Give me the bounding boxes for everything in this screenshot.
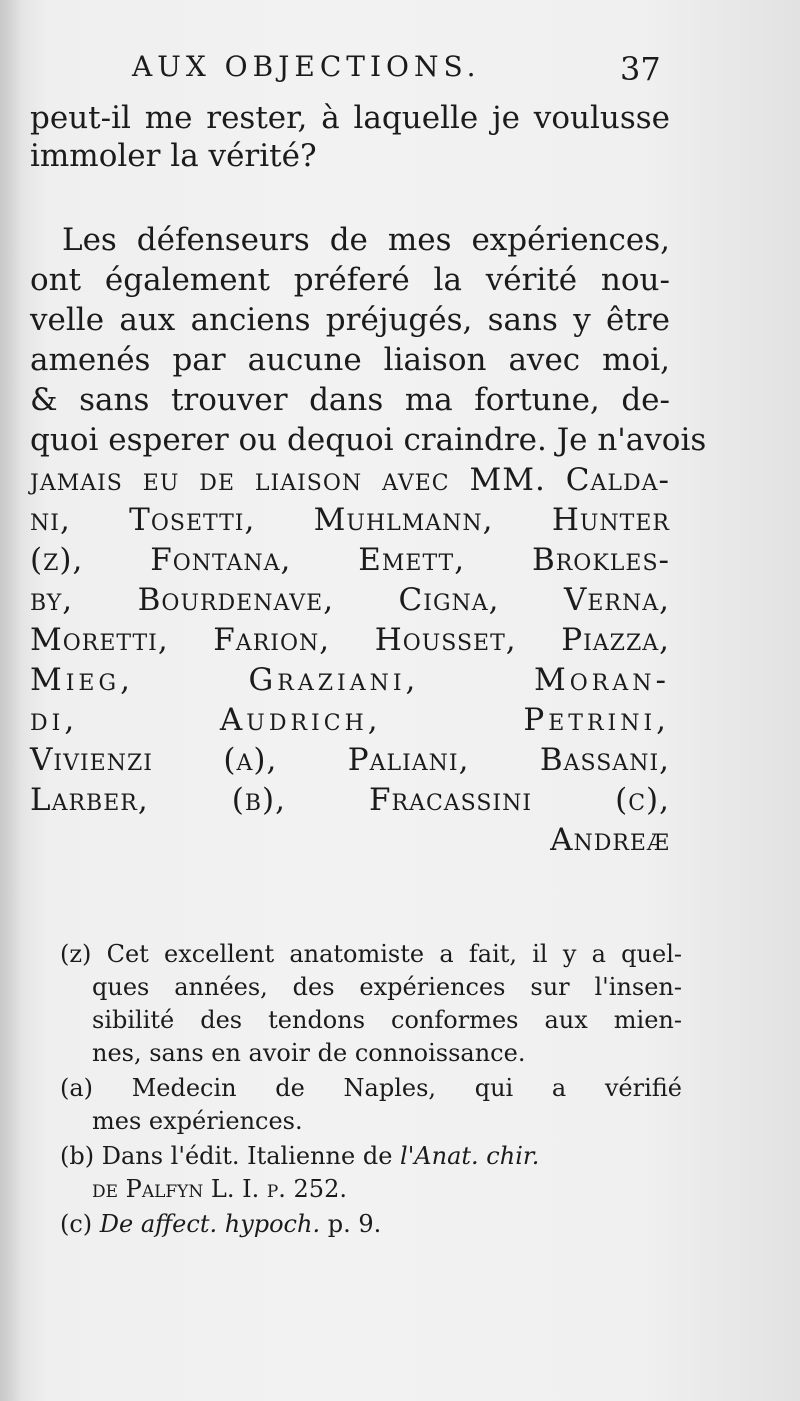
body-line: quoi esperer ou dequoi craindre. Je n'avois [30,422,707,458]
page-number: 37 [620,50,661,88]
body-line: di, Audrich, Petrini, [30,702,670,738]
footnote-line: sibilité des tendons conformes aux mien- [92,1006,682,1034]
body-line: velle aux anciens préjugés, sans y être [30,302,670,338]
body-line: ont également préferé la vérité nou- [30,262,670,298]
body-line: (z), Fontana, Emett, Brokles- [30,542,670,578]
footnote-text: (b) Dans l'édit. Italienne de [60,1142,401,1170]
body-line: Mieg, Graziani, Moran- [30,662,670,698]
body-line: & sans trouver dans ma fortune, de- [30,382,670,418]
footnote-line: nes, sans en avoir de connoissance. [92,1039,526,1067]
body-line: Moretti, Farion, Housset, Piazza, [30,622,670,658]
footnote-text: (c) [60,1210,100,1238]
footnote-line: (a) Medecin de Naples, qui a vérifié [60,1074,682,1102]
body-line: Vivienzi (a), Paliani, Bassani, [30,742,670,778]
footnote-line: (z) Cet excellent anatomiste a fait, il y a quel- [60,940,682,968]
body-line: ni, Tosetti, Muhlmann, Hunter [30,502,670,538]
body-line: amenés par aucune liaison avec moi, [30,342,670,378]
footnote-text: p. 9. [320,1210,382,1238]
body-line: immoler la vérité? [30,138,317,174]
footnote-line [60,1210,682,1238]
footnote-line: ques années, des expériences sur l'insen- [92,973,682,1001]
body-line: peut-il me rester, à laquelle je voulusse [30,100,670,136]
footnote-line [60,1142,682,1170]
body-line: by, Bourdenave, Cigna, Verna, [30,582,670,618]
body-line: jamais eu de liaison avec MM. Calda- [30,462,670,498]
footnote-italic: l'Anat. chir. [400,1142,540,1170]
body-line: Les défenseurs de mes expériences, [62,222,670,258]
footnote-italic: De affect. hypoch. [99,1210,321,1238]
running-title: AUX OBJECTIONS. [132,50,481,83]
footnote-line: mes expériences. [92,1107,303,1135]
body-line: Larber, (b), Fracassini (c), [30,782,670,818]
footnote-line: de Palfyn L. I. p. 252. [92,1175,347,1203]
catchword: Andreæ [550,822,670,858]
